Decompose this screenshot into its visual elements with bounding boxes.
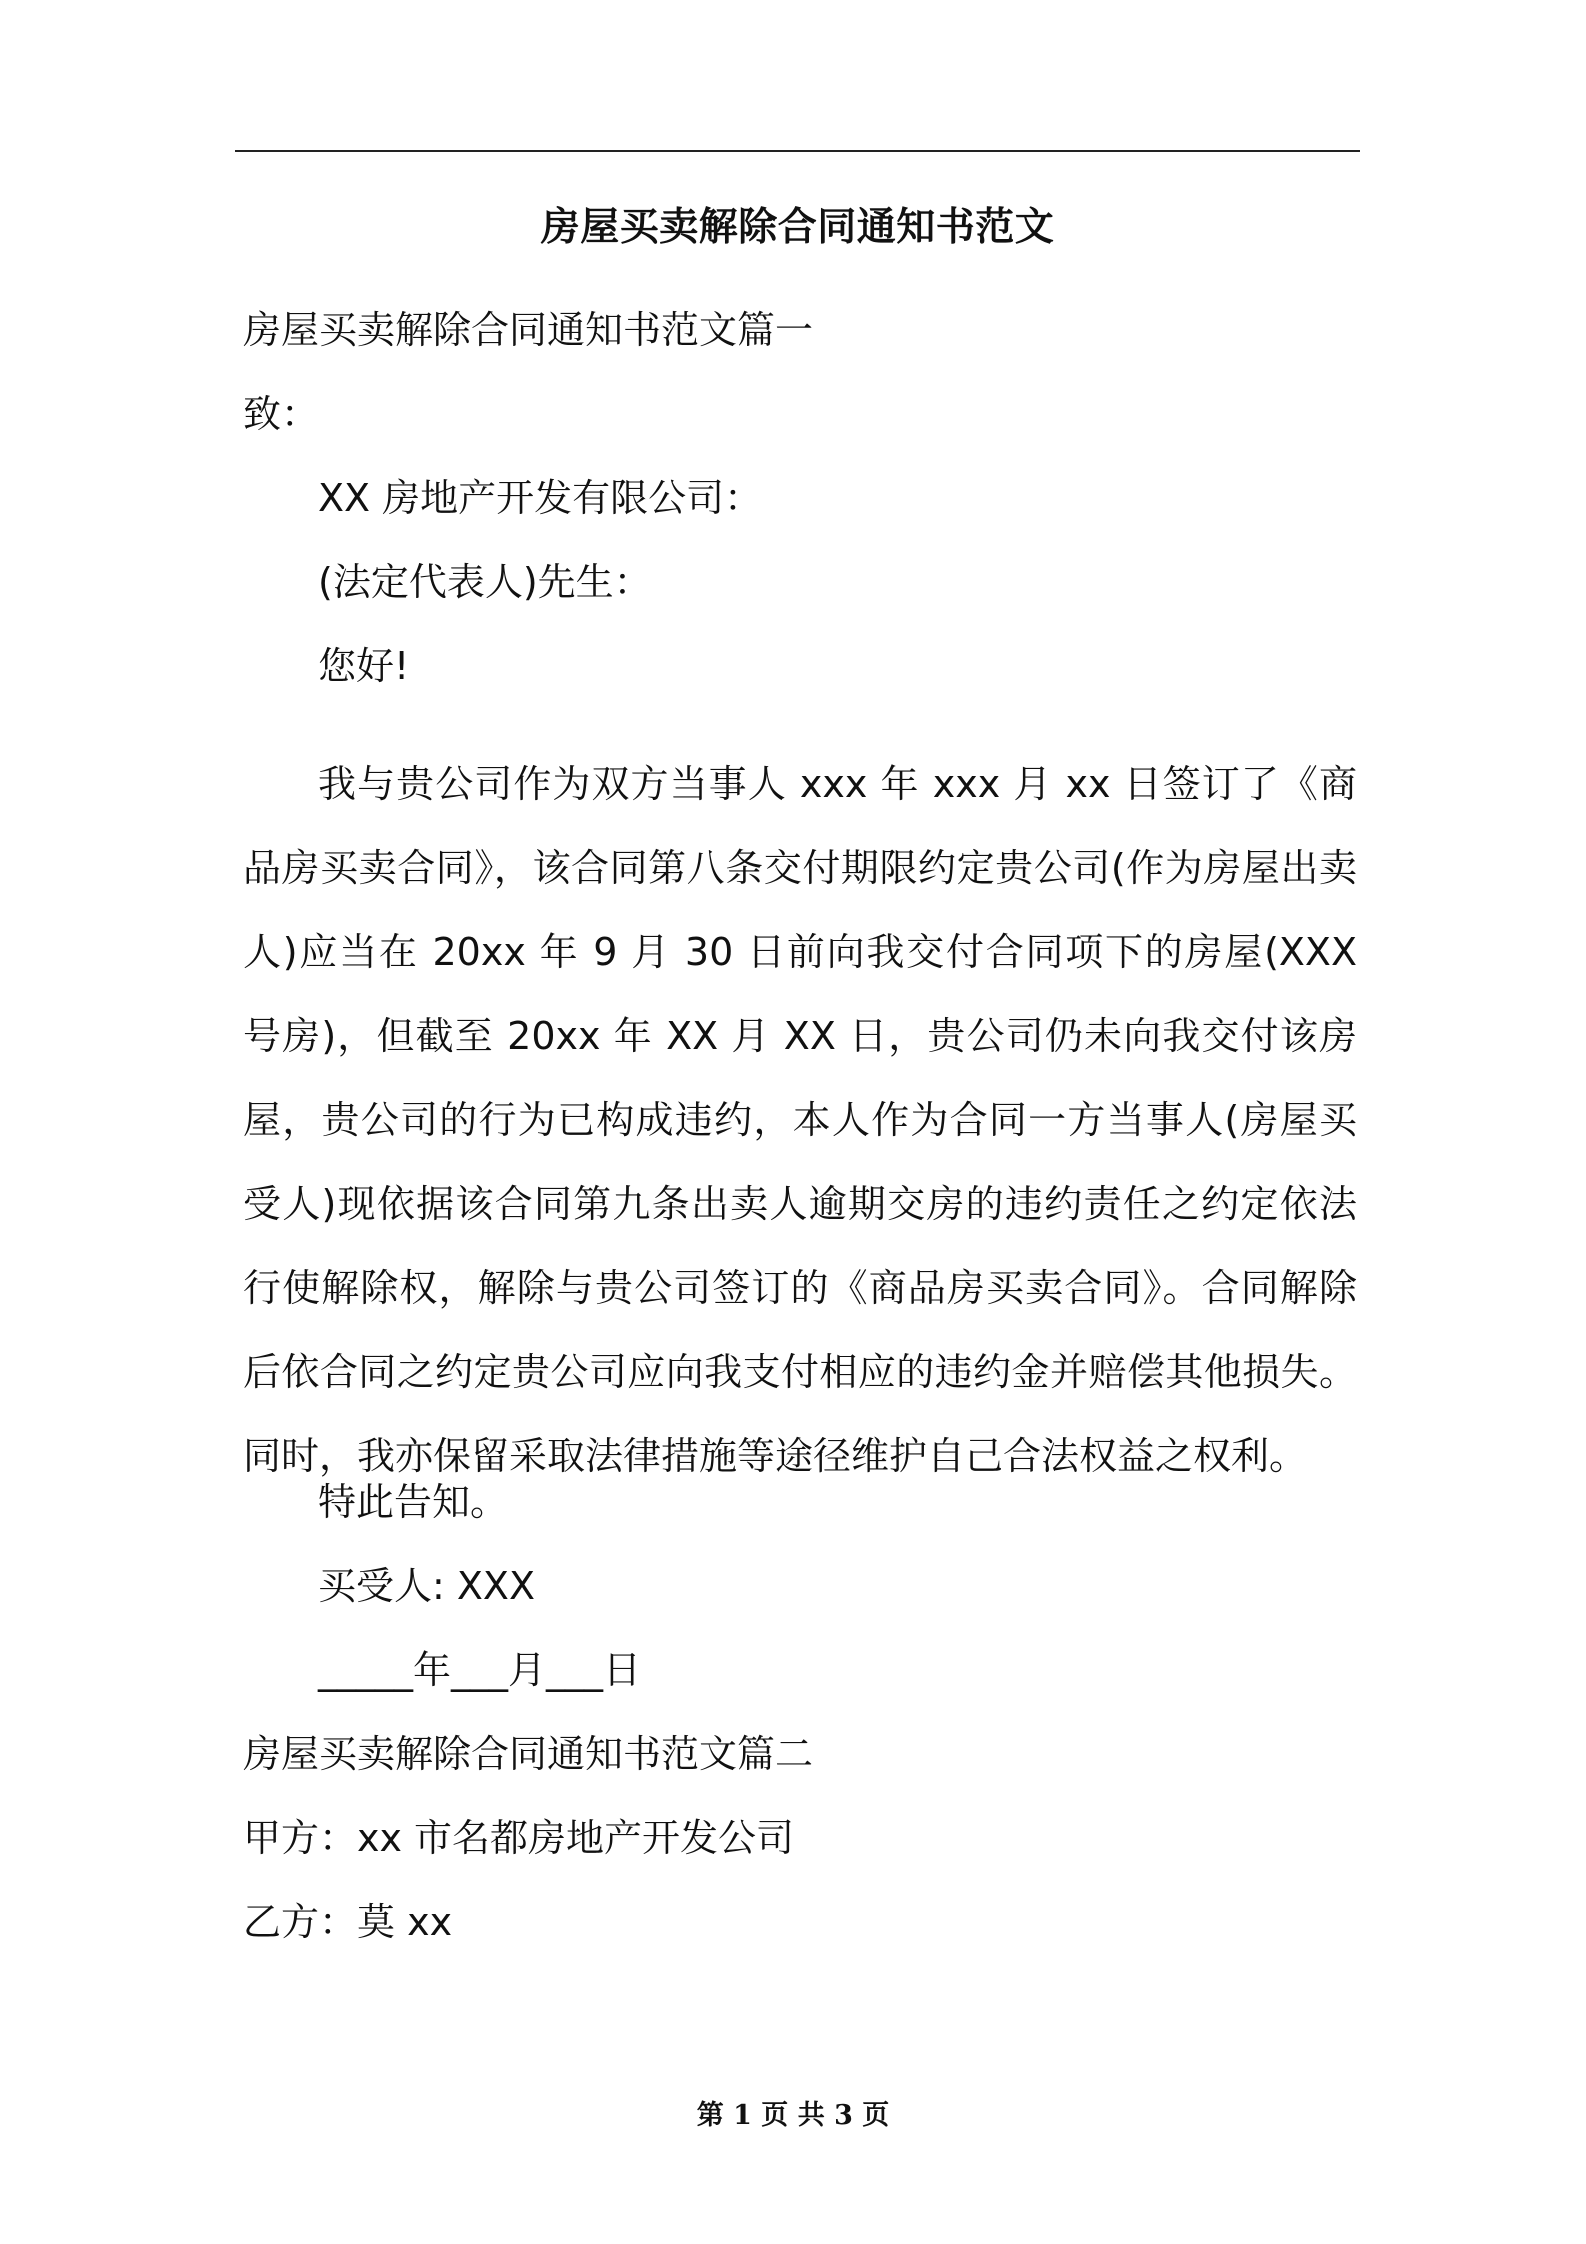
- header-rule: [235, 150, 1360, 152]
- buyer-signature: 买受人: XXX: [318, 1564, 535, 1608]
- party-a: 甲方：xx 市名都房地产开发公司: [243, 1816, 795, 1860]
- recipient-representative: (法定代表人)先生：: [318, 560, 652, 604]
- section1-heading: 房屋买卖解除合同通知书范文篇一: [243, 308, 814, 352]
- document-title: 房屋买卖解除合同通知书范文: [540, 205, 1055, 250]
- closing-statement: 特此告知。: [318, 1480, 509, 1524]
- recipient-company: XX 房地产开发有限公司：: [318, 476, 763, 520]
- section2-heading: 房屋买卖解除合同通知书范文篇二: [243, 1732, 814, 1776]
- greeting: 您好!: [318, 644, 410, 688]
- party-b: 乙方：莫 xx: [243, 1900, 453, 1944]
- notice-body-paragraph: 我与贵公司作为双方当事人 xxx 年 xxx 月 xx 日签订了《商品房买卖合同》，该合同第八条交付期限约定贵公司(作为房屋出卖人)应当在 20xx 年 9 月 30 日前向我交付合同项下的房屋(XXX 号房)，但截至 20xx 年 XX 月 XX 日，贵公司仍未向我交付该房屋，贵公司的行为已构成违约，本人作为合同一方当事人(房屋买受人)现依据该合同第九条出卖人逾期交房的违约责任之约定依法行使解除权，解除与贵公司签订的《商品房买卖合同》。合同解除后依合同之约定贵公司应向我支付相应的违约金并赔偿其他损失。同时，我亦保留采取法律措施等途径维护自己合法权益之权利。: [243, 762, 1357, 1478]
- salutation-to: 致：: [243, 392, 320, 436]
- signature-date: _____年___月___日: [318, 1648, 642, 1692]
- page-number-footer: 第 1 页 共 3 页: [696, 2100, 890, 2131]
